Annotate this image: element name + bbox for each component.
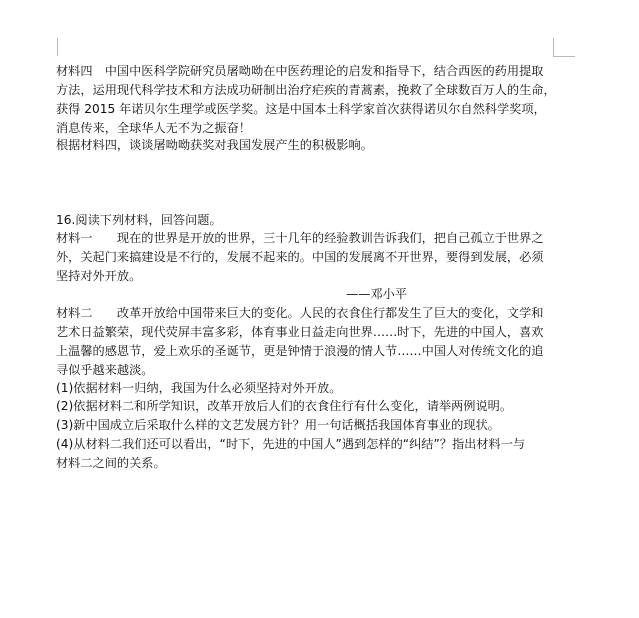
material-one-line-3: 坚持对外开放。 — [56, 269, 142, 283]
crop-mark-top-right-vertical — [553, 38, 554, 56]
crop-mark-top-right-horizontal — [553, 56, 575, 57]
sub-question-4-line-2: 材料二之间的关系。 — [56, 456, 166, 470]
material-two-line-2: 艺术日益繁荣，现代荧屏丰富多彩，体育事业日益走向世界……时下，先进的中国人，喜欢 — [56, 325, 544, 339]
material-four-line-4: 消息传来，全球华人无不为之振奋！ — [56, 121, 251, 135]
material-one-line-1: 材料一 现在的世界是开放的世界，三十几年的经验教训告诉我们，把自己孤立于世界之 — [56, 231, 544, 245]
material-four-line-2: 方法，运用现代科学技术和方法成功研制出治疗疟疾的青蒿素，挽救了全球数百万人的生命， — [56, 83, 556, 97]
material-four-line-3: 获得 2015 年诺贝尔生理学或医学奖。这是中国本土科学家首次获得诺贝尔自然科学奖项， — [56, 102, 546, 116]
sub-question-2: (2)依据材料二和所学知识，改革开放后人们的衣食住行有什么变化，请举两例说明。 — [56, 399, 513, 413]
material-two-line-1: 材料二 改革开放给中国带来巨大的变化。人民的衣食住行都发生了巨大的变化，文学和 — [56, 306, 544, 320]
sub-question-3: (3)新中国成立后采取什么样的文艺发展方针？用一句话概括我国体育事业的现状。 — [56, 418, 500, 432]
crop-mark-top-left — [57, 38, 58, 56]
sub-question-4-line-1: (4)从材料二我们还可以看出，“时下，先进的中国人”遇到怎样的“纠结”？指出材料一与 — [56, 437, 526, 451]
attribution-deng-xiaoping: ——邓小平 — [346, 287, 407, 301]
sub-question-1: (1)依据材料一归纳，我国为什么必须坚持对外开放。 — [56, 381, 342, 395]
material-four-question: 根据材料四，谈谈屠呦呦获奖对我国发展产生的积极影响。 — [56, 138, 373, 152]
material-two-line-4: 寻似乎越来越淡。 — [56, 363, 154, 377]
material-two-line-3: 上温馨的感恩节，爱上欢乐的圣诞节，更是钟情于浪漫的情人节……中国人对传统文化的追 — [56, 344, 544, 358]
material-four-line-1: 材料四 中国中医科学院研究员屠呦呦在中医药理论的启发和指导下，结合西医的药用提取 — [56, 64, 544, 78]
question-16-heading: 16.阅读下列材料，回答问题。 — [56, 213, 222, 227]
material-one-line-2: 外，关起门来搞建设是不行的，发展不起来的。中国的发展离不开世界，要得到发展，必须 — [56, 250, 544, 264]
